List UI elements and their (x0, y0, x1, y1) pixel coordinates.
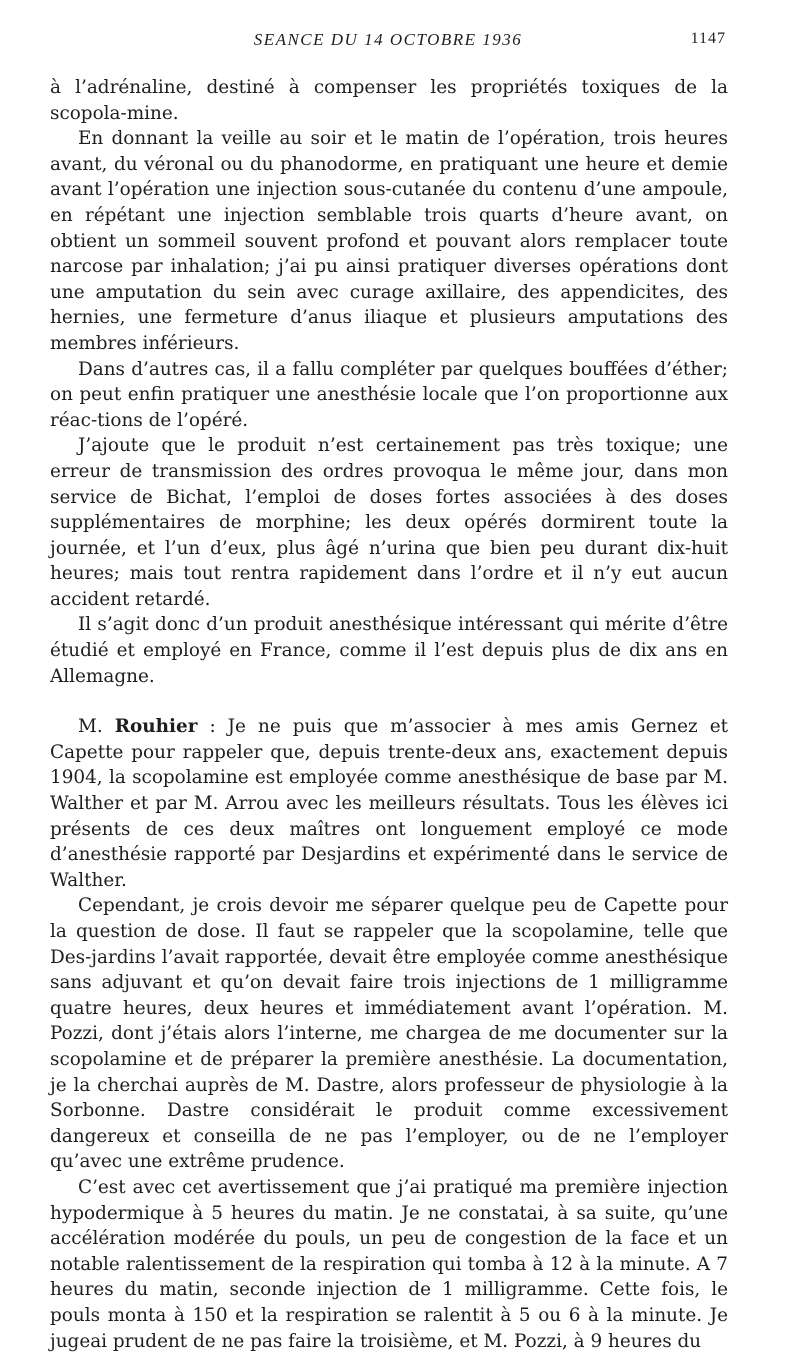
paragraph-4: J’ajoute que le produit n’est certainement pas très toxique; une erreur de transmission des ordres provoqua le même jour, dans mon service de Bichat, l’emploi de doses fortes associées à des doses supplémentaires de morphine; les deux opérés dormirent toute la journée, et l’un d’eux, plus âgé n’urina que bien peu durant dix-huit heures; mais tout rentra rapidement dans l’ordre et il n’y eut aucun accident retardé. (50, 435, 728, 610)
speaker-prefix: M. (78, 716, 103, 738)
speaker-name: Rouhier (114, 716, 198, 738)
paragraph-5: Il s’agit donc d’un produit anesthésique intéressant qui mérite d’être étudié et employé en France, comme il l’est depuis plus de dix ans en Allemagne. (50, 614, 728, 687)
speech-paragraph-2: Cependant, je crois devoir me séparer quelque peu de Capette pour la question de dose. Il faut se rappeler que la scopolamine, telle que Des-jardins l’avait rapportée, devait être employée comme anesthésique sans adjuvant et qu’on devait faire trois injections de 1 milligramme quatre heures, deux heures et immédiatement avant l’opération. M. Pozzi, dont j’étais alors l’interne, me chargea de me documenter sur la scopolamine et de préparer la première anesthésie. La documentation, je la cherchai auprès de M. Dastre, alors professeur de physiologie à la Sorbonne. Dastre considérait le produit comme excessivement dangereux et conseilla de ne pas l’employer, ou de ne l’employer qu’avec une extrême prudence. (50, 895, 728, 1173)
paragraph-2: En donnant la veille au soir et le matin de l’opération, trois heures avant, du véronal ou du phanodorme, en pratiquant une heure et demie avant l’opération une injection sous-cutanée du contenu d’une ampoule, en répétant une injection semblable trois quarts d’heure avant, on obtient un sommeil souvent profond et pouvant alors remplacer toute narcose par inhalation; j’ai pu ainsi pratiquer diverses opérations dont une amputation du sein avec curage axillaire, des appendicites, des hernies, une fermeture d’anus iliaque et plusieurs amputations des membres inférieurs. (50, 128, 728, 354)
speech-paragraph-3: C’est avec cet avertissement que j’ai pratiqué ma première injection hypodermique à 5 heures du matin. Je ne constatai, à sa suite, qu’une accélération modérée du pouls, un peu de congestion de la face et un notable ralentissement de la respiration qui tomba à 12 à la minute. A 7 heures du matin, seconde injection de 1 milligramme. Cette fois, le pouls monta à 150 et la respiration se ralentit à 5 ou 6 à la minute. Je jugeai prudent de ne pas faire la troisième, et M. Pozzi, à 9 heures du (50, 1176, 728, 1352)
section-gap (50, 689, 728, 714)
page-number: 1147 (690, 30, 726, 47)
paragraph-3: Dans d’autres cas, il a fallu compléter par quelques bouffées d’éther; on peut enfin pratiquer une anesthésie locale que l’on proportionne aux réac-tions de l’opéré. (50, 358, 728, 431)
running-head (50, 30, 726, 54)
speech-text-1: : Je ne puis que m’associer à mes amis Gernez et Capette pour rappeler que, depuis trente-deux ans, exactement depuis 1904, la scopolamine est employée comme anesthésique de base par M. Walther et par M. Arrou avec les meilleurs résultats. Tous les élèves ici présents de ces deux maîtres ont longuement employé ce mode d’anesthésie rapporté par Desjardins et expérimenté dans le service de Walther. (50, 716, 728, 891)
body-text (50, 75, 728, 1354)
running-title: SEANCE DU 14 OCTOBRE 1936 (253, 30, 523, 49)
paragraph-1: à l’adrénaline, destiné à compenser les propriétés toxiques de la scopola-mine. (50, 77, 728, 124)
speech-paragraph-1 (50, 714, 728, 893)
